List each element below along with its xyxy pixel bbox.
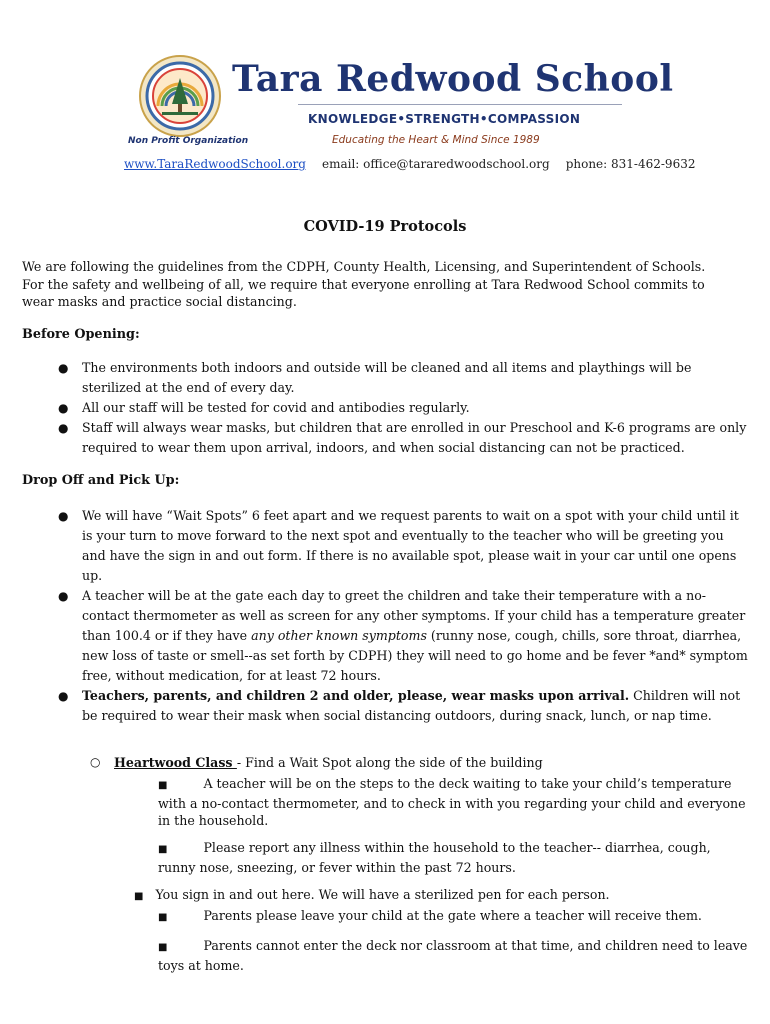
list-item: ● Staff will always wear masks, but children that are enrolled in our Preschool and K-6 programs are only required to wear them upon arrival, indoors, and when social distancing can not be practiced. bbox=[58, 420, 747, 455]
heartwood-sub-item: ■ A teacher will be on the steps to the deck waiting to take your child’s temperature with a no-contact thermometer, and to check in with you regarding your child and everyone in the household. bbox=[158, 776, 746, 828]
drop-off-heading: Drop Off and Pick Up: bbox=[22, 473, 180, 488]
heartwood-class-line bbox=[114, 754, 734, 772]
before-opening-heading: Before Opening: bbox=[22, 327, 140, 342]
list-item: ● Teachers, parents, and children 2 and older, please, wear masks upon arrival. Children will not be required to wear their mask when social distancing outdoors, during snack, lunch, or nap time. bbox=[58, 688, 741, 723]
square-bullet-icon: ■ bbox=[158, 780, 168, 791]
bullet-icon: ● bbox=[58, 689, 69, 703]
header-divider bbox=[298, 104, 622, 105]
heartwood-sub-item: ■ Parents cannot enter the deck nor classroom at that time, and children need to leave toys at home. bbox=[158, 938, 748, 973]
list-item: ● All our staff will be tested for covid and antibodies regularly. bbox=[22, 398, 750, 418]
contact-line bbox=[124, 157, 695, 171]
square-bullet-icon: ■ bbox=[158, 912, 168, 923]
before-opening-list bbox=[22, 358, 750, 458]
bullet-icon: ● bbox=[58, 589, 69, 603]
emphasized-text: any other known symptoms bbox=[251, 628, 427, 643]
heartwood-sub-item: ■ Parents please leave your child at the gate where a teacher will receive them. bbox=[158, 908, 702, 923]
phone-text: phone: 831-462-9632 bbox=[565, 157, 696, 171]
bullet-icon: ● bbox=[58, 421, 69, 435]
school-seal-logo bbox=[138, 54, 222, 138]
circle-bullet-icon: ○ bbox=[90, 755, 101, 769]
bold-mask-notice: Teachers, parents, and children 2 and older, please, wear masks upon arrival. bbox=[82, 688, 630, 703]
heartwood-class-name: Heartwood Class bbox=[114, 755, 237, 770]
list-item: ● We will have “Wait Spots” 6 feet apart and we request parents to wait on a spot with your child until it is your turn to move forward to the next spot and eventually to the teacher who will be greeting you and have the sign in and out form. If there is no available spot, please wait in your car until one opens up. bbox=[58, 508, 739, 583]
drop-off-list bbox=[22, 506, 750, 726]
nonprofit-label: Non Profit Organization bbox=[128, 136, 249, 146]
sign-in-line: ■ You sign in and out here. We will have a sterilized pen for each person. bbox=[134, 887, 610, 902]
school-name: Tara Redwood School bbox=[232, 58, 674, 100]
list-item: ● A teacher will be at the gate each day to greet the children and take their temperature with a no-contact thermometer as well as screen for any other symptoms. If your child has a temperature greater than 100.4 or if they have any other known symptoms (runny nose, cough, chills, sore throat, diarrhea, new loss of taste or smell--as set forth by CDPH) they will need to go home and be fever *and* symptom free, without medication, for at least 72 hours. bbox=[58, 588, 748, 683]
heartwood-class-desc: - Find a Wait Spot along the side of the building bbox=[236, 755, 543, 770]
bullet-icon: ● bbox=[58, 401, 69, 415]
intro-paragraph: We are following the guidelines from the CDPH, County Health, Licensing, and Superintendent of Schools. For the safety and wellbeing of all, we require that everyone enrolling at Tara Redwood School commits to wear masks and practice social distancing. bbox=[22, 259, 706, 309]
page-title: COVID-19 Protocols bbox=[303, 218, 467, 235]
square-bullet-icon: ■ bbox=[134, 891, 144, 902]
website-link[interactable]: www.TaraRedwoodSchool.org bbox=[124, 157, 306, 171]
bullet-icon: ● bbox=[58, 509, 69, 523]
email-text: email: office@tararedwoodschool.org bbox=[321, 157, 550, 171]
list-item: ● The environments both indoors and outside will be cleaned and all items and playthings will be sterilized at the end of every day. bbox=[58, 360, 692, 395]
school-motto: KNOWLEDGE•STRENGTH•COMPASSION bbox=[308, 112, 581, 126]
school-tagline: Educating the Heart & Mind Since 1989 bbox=[332, 134, 540, 146]
square-bullet-icon: ■ bbox=[158, 942, 168, 953]
heartwood-sub-item: ■ Please report any illness within the household to the teacher-- diarrhea, cough, runny nose, sneezing, or fever within the past 72 hours. bbox=[158, 840, 711, 875]
bullet-icon: ● bbox=[58, 361, 69, 375]
square-bullet-icon: ■ bbox=[158, 844, 168, 855]
